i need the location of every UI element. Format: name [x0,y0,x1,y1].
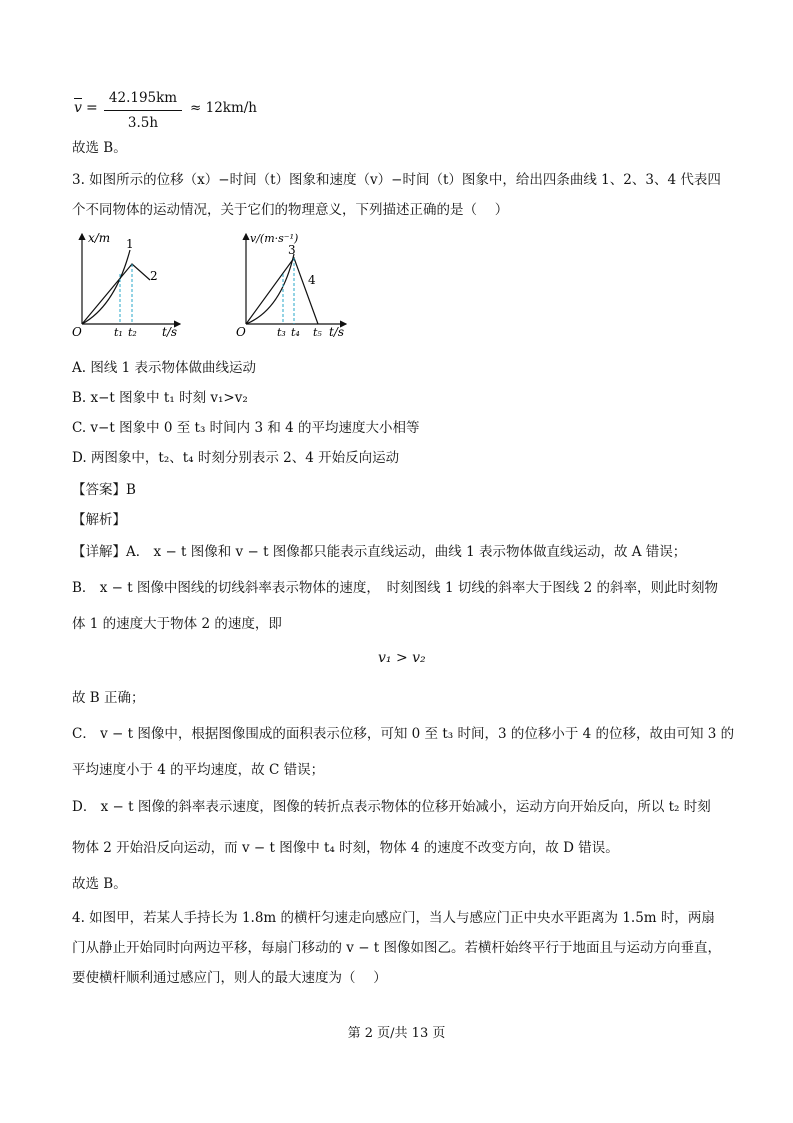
final-answer: 故选 B。 [72,876,127,892]
explain-c-line2: 平均速度小于 4 的平均速度，故 C 错误； [72,762,325,778]
formula-symbol: v [74,100,82,116]
explain-b-line1: B． x − t 图像中图线的切线斜率表示物体的速度， 时刻图线 1 切线的斜率大于图线 2 的斜率，则此时刻物 [72,580,719,596]
question-stem-line1: 3. 如图所示的位移（x）−时间（t）图象和速度（v）−时间（t）图象中，给出四条曲线 1、2、3、4 代表四 [72,172,721,188]
formula-fraction [98,88,188,133]
formula-numerator: 42.195km [108,90,178,106]
explain-d-line1: D． x − t 图像的斜率表示速度，图像的转折点表示物体的位移开始减小，运动方向开始反向，所以 t₂ 时刻 [72,799,711,815]
xt-curve1-label: 1 [126,237,134,251]
xt-tick-t2: t₂ [128,326,137,339]
average-speed-formula [72,88,272,132]
option-b: B. x−t 图象中 t₁ 时刻 v₁>v₂ [72,390,248,406]
xt-curve-2 [82,264,150,324]
answer: 【答案】B [72,482,136,498]
question-stem-line2: 个不同物体的运动情况，关于它们的物理意义，下列描述正确的是（ ） [72,202,509,218]
formula-approx: ≈ 12km/h [190,100,258,116]
option-a: A. 图线 1 表示物体做曲线运动 [72,360,257,376]
question4-line3: 要使横杆顺利通过感应门，则人的最大速度为（ ） [72,970,387,986]
vt-tick-t5: t₅ [313,326,322,339]
formula-denominator: 3.5h [127,115,159,131]
vt-graph [236,228,366,340]
vt-tick-t3: t₃ [277,326,286,339]
explain-b-line2: 体 1 的速度大于物体 2 的速度，即 [72,616,282,632]
explain-d-line2: 物体 2 开始沿反向运动，而 v − t 图像中 t₄ 时刻，物体 4 的速度不改变方向，故 D 错误。 [72,840,619,856]
explain-b-equation: v₁ > v₂ [378,650,426,666]
formula-equals: = [86,100,98,116]
question4-line2: 门从静止开始同时向两边平移，每扇门移动的 v − t 图像如图乙。若横杆始终平行于地面且与运动方向垂直， [72,940,722,956]
vt-curve3-label: 3 [288,243,296,257]
vt-x-label: t/s [329,325,345,339]
option-d: D. 两图象中，t₂、t₄ 时刻分别表示 2、4 开始反向运动 [72,450,400,466]
xt-tick-t1: t₁ [114,326,123,339]
vt-origin: O [236,325,246,339]
xt-origin: O [72,325,82,339]
vt-tick-t4: t₄ [291,326,300,339]
question4-line1: 4. 如图甲，若某人手持长为 1.8m 的横杆匀速走向感应门，当人与感应门正中央水平距离为 1.5m 时，两扇 [72,910,715,926]
xt-x-label: t/s [162,325,178,339]
analysis-title: 【解析】 [72,512,126,528]
vt-curve4-label: 4 [308,273,316,287]
vt-y-label: v/(m·s⁻¹) [250,232,299,245]
prev-answer: 故选 B。 [72,140,127,156]
explain-b-line3: 故 B 正确； [72,690,145,706]
xt-curve-1 [82,250,130,324]
explain-c-line1: C． v − t 图像中，根据图像围成的面积表示位移，可知 0 至 t₃ 时间，3 的位移小于 4 的位移，故由可知 3 的 [72,726,735,742]
xt-y-label: x/m [88,231,111,245]
xt-graph [70,228,200,340]
explain-a: 【详解】A． x − t 图像和 v − t 图像都只能表示直线运动，曲线 1 表示物体做直线运动，故 A 错误； [72,544,687,560]
page-footer: 第 2 页/共 13 页 [347,1026,446,1041]
xt-curve2-label: 2 [150,269,158,283]
option-c: C. v−t 图象中 0 至 t₃ 时间内 3 和 4 的平均速度大小相等 [72,420,420,436]
vt-curve-4 [246,258,318,324]
